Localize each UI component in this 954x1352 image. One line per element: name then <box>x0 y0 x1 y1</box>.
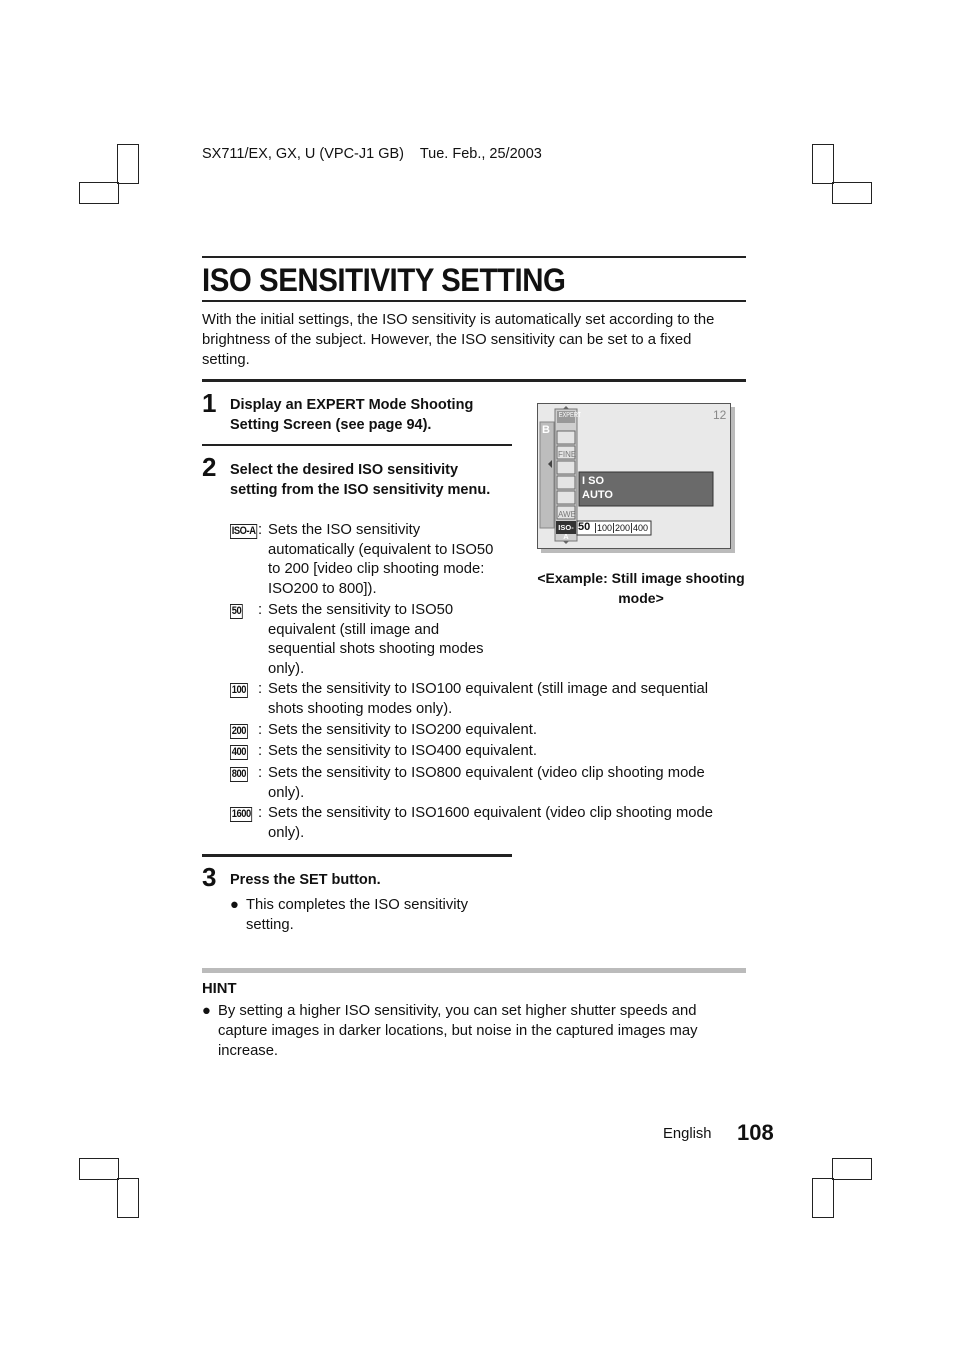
iso-item-text: Sets the sensitivity to ISO200 equivalent. <box>268 722 537 738</box>
iso-option-auto: ISO-A <box>558 523 574 541</box>
iso-auto-icon: ISO-A <box>231 525 256 537</box>
hint-text: By setting a higher ISO sensitivity, you can set higher shutter speeds and capture images in darker locations, but noise in the captured images may increase. <box>218 1003 698 1059</box>
footer-language: English <box>663 1126 712 1142</box>
frame-count: 12 <box>713 408 727 422</box>
popup-value: AUTO <box>582 489 613 501</box>
camera-lcd-screen <box>537 403 731 549</box>
title-top-rule <box>202 256 746 258</box>
crop-mark <box>117 144 139 184</box>
iso-100-icon: 100 <box>231 684 247 696</box>
step-2-text: Select the desired ISO sensitivity setting from the ISO sensitivity menu. <box>230 462 491 498</box>
hint-bullet <box>202 1001 742 1061</box>
iso-item-text: Sets the sensitivity to ISO50 equivalent (still image and sequential shots shooting modes only). <box>268 602 484 677</box>
crop-mark <box>117 1178 139 1218</box>
bullet-icon: ● <box>230 897 239 913</box>
step-3-rule <box>202 854 512 857</box>
step-1-rule <box>202 379 746 382</box>
iso-item-text: Sets the sensitivity to ISO100 equivalent (still image and sequential shots shooting modes only). <box>268 681 709 717</box>
step-2-rule <box>202 444 512 446</box>
title-bottom-rule <box>202 300 746 302</box>
awb-icon: AWB <box>558 510 576 519</box>
print-header: SX711/EX, GX, U (VPC-J1 GB) Tue. Feb., 25/2003 <box>202 146 542 162</box>
hint-bar <box>202 968 746 973</box>
bullet-icon: ● <box>202 1003 211 1019</box>
iso-item: 1600 : Sets the sensitivity to ISO1600 equivalent (video clip shooting mode only). <box>230 804 742 843</box>
iso-400-icon: 400 <box>231 746 247 758</box>
iso-800-icon: 800 <box>231 768 247 780</box>
page-title: ISO SENSITIVITY SETTING <box>202 262 566 298</box>
page-number: 108 <box>737 1120 774 1145</box>
expert-icon: EXPERT <box>558 412 582 419</box>
iso-item: 100 : Sets the sensitivity to ISO100 equivalent (still image and sequential shots shooting modes only). <box>230 680 742 719</box>
step-1-number: 1 <box>202 388 217 418</box>
bullet-text: This completes the ISO sensitivity setting. <box>246 897 469 933</box>
figure-caption: <Example: Still image shooting mode> <box>537 570 745 606</box>
crop-mark <box>832 182 872 204</box>
iso-1600-icon: 1600 <box>231 808 251 820</box>
step-3-bullet <box>230 895 500 935</box>
hint-title: HINT <box>202 981 237 997</box>
crop-mark <box>812 1178 834 1218</box>
iso-item-text: Sets the sensitivity to ISO1600 equivalent (video clip shooting mode only). <box>268 805 713 841</box>
iso-option-100: 100 <box>597 523 613 533</box>
popup-title: I SO <box>582 475 605 487</box>
step-3-text: Press the SET button. <box>230 872 381 888</box>
intro-paragraph: With the initial settings, the ISO sensitivity is automatically set according to the brightness of the subject. However, the ISO sensitivity can be set to a fixed setting. <box>202 312 715 368</box>
crop-mark <box>832 1158 872 1180</box>
iso-item: ISO-A : Sets the ISO sensitivity automatically (equivalent to ISO50 to 200 [video clip shooting mode: ISO200 to 800]). <box>230 521 508 599</box>
fine-icon: FINE <box>558 450 577 459</box>
iso-item: 50 : Sets the sensitivity to ISO50 equivalent (still image and sequential shots shooting modes only). <box>230 601 508 679</box>
iso-200-icon: 200 <box>231 725 247 737</box>
iso-item-text: Sets the sensitivity to ISO800 equivalent (video clip shooting mode only). <box>268 765 705 801</box>
iso-item-text: Sets the ISO sensitivity automatically (equivalent to ISO50 to 200 [video clip shooting mode: ISO200 to 800]). <box>268 522 494 597</box>
iso-item: 800 : Sets the sensitivity to ISO800 equivalent (video clip shooting mode only). <box>230 764 742 803</box>
iso-option-200: 200 <box>615 523 631 533</box>
step-1-text: Display an EXPERT Mode Shooting Setting Screen (see page 94). <box>230 397 474 433</box>
side-letter: B <box>542 424 550 436</box>
iso-option-50: 50 <box>578 521 591 533</box>
crop-mark <box>812 144 834 184</box>
step-3-number: 3 <box>202 862 217 892</box>
crop-mark <box>79 182 119 204</box>
iso-option-400: 400 <box>633 523 649 533</box>
iso-item-text: Sets the sensitivity to ISO400 equivalent. <box>268 743 537 759</box>
crop-mark <box>79 1158 119 1180</box>
iso-item: 200 : Sets the sensitivity to ISO200 equivalent. <box>230 721 742 741</box>
iso-50-icon: 50 <box>231 605 242 617</box>
step-2-number: 2 <box>202 452 217 482</box>
iso-item: 400 : Sets the sensitivity to ISO400 equivalent. <box>230 742 742 762</box>
